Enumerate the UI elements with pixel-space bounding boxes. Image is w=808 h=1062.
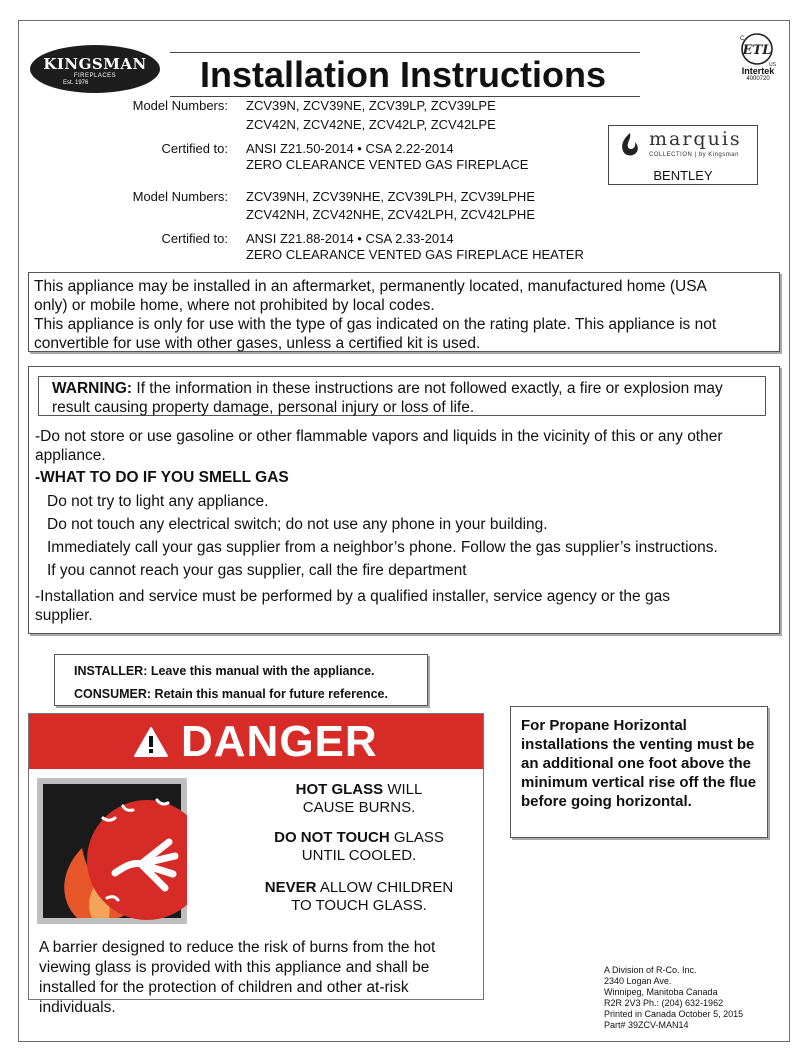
- barrier-notice: A barrier designed to reduce the risk of burns from the hot viewing glass is provided with this appliance and shall be installed for the protection of children and other at-risk individuals.: [39, 939, 436, 1016]
- notice-line-1: This appliance may be installed in an aftermarket, permanently located, manufactured home (USA: [34, 278, 707, 295]
- danger-m1c: CAUSE BURNS.: [302, 799, 416, 816]
- cert-line-2b: ZERO CLEARANCE VENTED GAS FIREPLACE HEATER: [246, 247, 584, 262]
- cert-label-2: Certified to:: [161, 231, 228, 246]
- etl-mark-text: ETL: [742, 43, 772, 58]
- marquis-collection: COLLECTION | by Kingsman: [649, 152, 739, 158]
- cert-lab: Intertek: [741, 66, 775, 76]
- notice-line-2: only) or mobile home, where not prohibited by local codes.: [34, 297, 435, 314]
- logo-brand: KINGSMAN: [43, 55, 147, 73]
- danger-m3a: NEVER: [264, 879, 317, 896]
- warning-line-1: [52, 379, 723, 398]
- cert-line-2a: ANSI Z21.88-2014 • CSA 2.33-2014: [246, 231, 454, 246]
- consumer-line: CONSUMER: Retain this manual for future reference.: [74, 687, 388, 701]
- models-line-2a: ZCV39NH, ZCV39NHE, ZCV39LPH, ZCV39LPHE: [246, 189, 535, 204]
- logo-sub: FIREPLACES: [73, 73, 117, 79]
- notice-line-4: convertible for use with other gases, unless a certified kit is used.: [34, 335, 481, 352]
- page-title: Installation Instructions: [200, 54, 607, 95]
- address-line-6: Part# 39ZCV-MAN14: [604, 1020, 689, 1030]
- etl-us-text: US: [769, 62, 776, 68]
- smell-gas-step-1: Do not try to light any appliance.: [47, 493, 269, 510]
- company-address: [604, 965, 743, 1031]
- danger-message-3: [259, 879, 459, 915]
- flame-icon: [619, 132, 641, 158]
- cert-number: 4000720: [746, 76, 770, 82]
- kingsman-logo: [30, 45, 160, 93]
- warning-triangle-icon: [133, 726, 169, 758]
- danger-message-2: [259, 829, 459, 865]
- vapor-warning-2: appliance.: [35, 447, 106, 464]
- address-line-5: Printed in Canada October 5, 2015: [604, 1009, 744, 1019]
- etl-certification-icon: [738, 30, 776, 68]
- warning-line-2: result causing property damage, personal injury or loss of life.: [52, 399, 475, 416]
- address-line-2: 2340 Logan Ave.: [604, 976, 672, 986]
- danger-m2c: UNTIL COOLED.: [301, 847, 417, 864]
- title-rule-bottom: [170, 96, 640, 97]
- etl-c-text: C: [740, 36, 745, 42]
- smell-gas-step-3: Immediately call your gas supplier from a neighbor’s phone. Follow the gas supplier’s instructions.: [47, 539, 718, 556]
- smell-gas-step-2: Do not touch any electrical switch; do not use any phone in your building.: [47, 516, 548, 533]
- models-line-1a: ZCV39N, ZCV39NE, ZCV39LP, ZCV39LPE: [246, 98, 496, 113]
- qualified-installer-1: -Installation and service must be performed by a qualified installer, service agency or the gas: [35, 588, 670, 605]
- models-line-1b: ZCV42N, ZCV42NE, ZCV42LP, ZCV42LPE: [246, 117, 496, 132]
- danger-m3c: TO TOUCH GLASS.: [291, 897, 427, 914]
- cert-line-1b: ZERO CLEARANCE VENTED GAS FIREPLACE: [246, 157, 529, 172]
- notice-line-3: This appliance is only for use with the type of gas indicated on the rating plate. This appliance is not: [34, 316, 717, 333]
- address-line-1: A Division of R-Co. Inc.: [604, 965, 697, 975]
- warning-text-1: If the information in these instructions are not followed exactly, a fire or explosion may: [132, 380, 723, 397]
- danger-m1b: WILL: [383, 781, 423, 798]
- hot-glass-hand-icon: [37, 778, 187, 924]
- warning-label: WARNING:: [52, 380, 133, 397]
- installer-notice-box: [54, 654, 428, 706]
- vapor-warning-1: -Do not store or use gasoline or other flammable vapors and liquids in the vicinity of this or any other: [35, 428, 723, 445]
- address-line-3: Winnipeg, Manitoba Canada: [604, 987, 718, 997]
- models-label-2: Model Numbers:: [132, 189, 228, 204]
- smell-gas-heading: -WHAT TO DO IF YOU SMELL GAS: [35, 469, 289, 486]
- marquis-collection-logo: [608, 125, 758, 185]
- appliance-notice-box: [28, 272, 780, 352]
- marquis-name: marquis: [649, 128, 742, 150]
- installer-line: INSTALLER: Leave this manual with the appliance.: [74, 664, 375, 678]
- models-label-1: Model Numbers:: [132, 98, 228, 113]
- logo-est: Est. 1976: [60, 80, 91, 86]
- address-line-4: R2R 2V3 Ph.: (204) 632-1962: [604, 998, 724, 1008]
- danger-m2b: GLASS: [389, 829, 444, 846]
- danger-header-bar: [29, 714, 483, 769]
- danger-word: DANGER: [181, 717, 378, 766]
- qualified-installer-2: supplier.: [35, 607, 93, 624]
- danger-m1a: HOT GLASS: [295, 781, 384, 798]
- smell-gas-step-4: If you cannot reach your gas supplier, call the fire department: [47, 562, 467, 579]
- propane-notice-box: [510, 706, 768, 838]
- danger-m2a: DO NOT TOUCH: [274, 829, 390, 846]
- danger-m3b: ALLOW CHILDREN: [316, 879, 454, 896]
- models-line-2b: ZCV42NH, ZCV42NHE, ZCV42LPH, ZCV42LPHE: [246, 207, 535, 222]
- danger-label: [28, 713, 484, 1016]
- danger-message-1: [259, 781, 459, 817]
- propane-notice-text: For Propane Horizontal installations the venting must be an additional one foot above the minimum vertical rise off the flue before going horizontal.: [521, 717, 757, 810]
- marquis-model: BENTLEY: [653, 168, 713, 183]
- title-rule-top: [170, 52, 640, 53]
- cert-line-1a: ANSI Z21.50-2014 • CSA 2.22-2014: [246, 141, 454, 156]
- cert-label-1: Certified to:: [161, 141, 228, 156]
